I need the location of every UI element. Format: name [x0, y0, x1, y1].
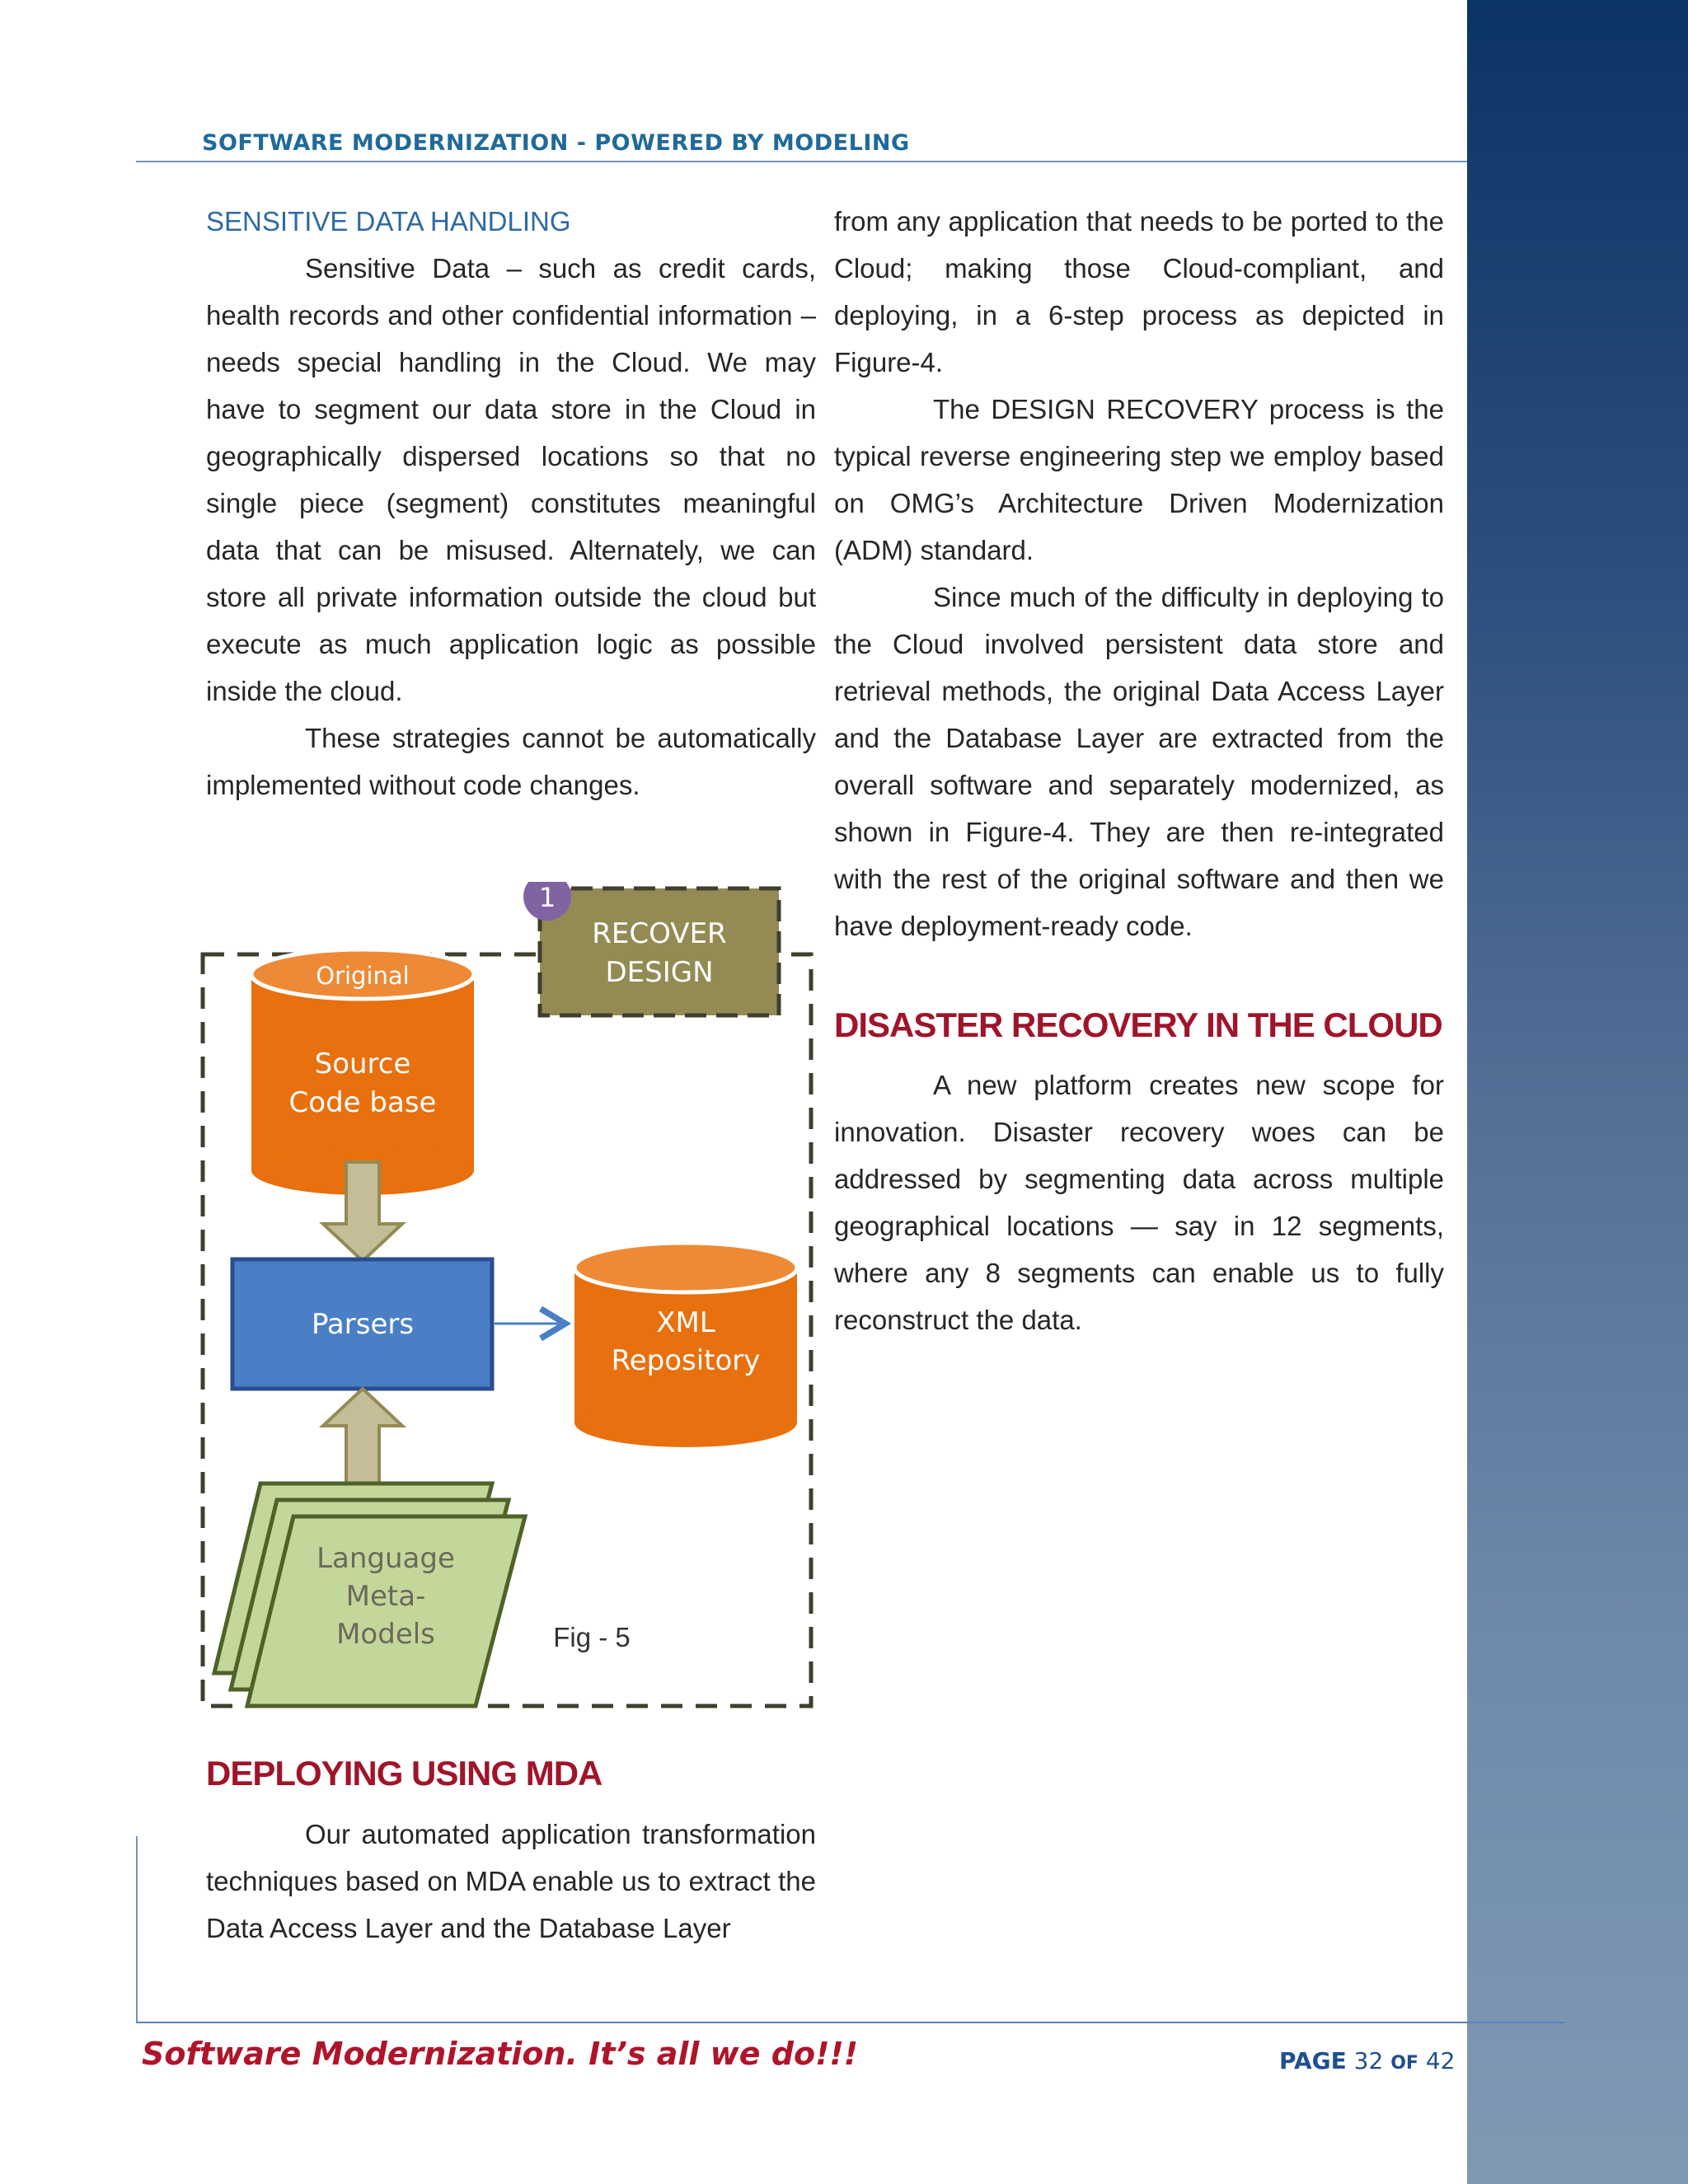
lang-label-line3: Models — [336, 1618, 435, 1651]
sensitive-data-subheading: SENSITIVE DATA HANDLING — [206, 206, 571, 237]
running-header: SOFTWARE MODERNIZATION - POWERED BY MODELING — [202, 130, 910, 156]
recover-design-line1: RECOVER — [592, 917, 727, 950]
right-column — [834, 198, 1444, 949]
header-divider — [136, 161, 1467, 162]
deploying-paragraph: Our automated application transformation techniques based on MDA enable us to extract the Data Access Layer and the Database Layer — [206, 1819, 816, 1943]
page-total: 42 — [1425, 2047, 1456, 2074]
page-label: PAGE — [1279, 2047, 1347, 2074]
recover-design-box — [540, 888, 779, 1015]
lang-label-line2: Meta- — [345, 1580, 426, 1613]
step-badge-number: 1 — [538, 882, 556, 913]
source-label-line2: Code base — [288, 1086, 437, 1119]
porting-paragraph: from any application that needs to be ported to the Cloud; making those Cloud-compliant, and deploying, in a 6-step process as depicted in Figure-4. — [834, 206, 1444, 377]
strategies-paragraph: These strategies cannot be automatically implemented without code changes. — [206, 723, 816, 800]
data-layer-paragraph: Since much of the difficulty in deploying to the Cloud involved persistent data store and retrieval methods, the original Data Access Layer and the Database Layer are extracted from the overall software and separately modernized, as shown in Figure-4. They are then re-integrated with the rest of the original software and then we have deployment-ready code. — [834, 582, 1444, 941]
deploying-heading: DEPLOYING USING MDA — [206, 1754, 603, 1793]
source-top-label: Original — [316, 962, 410, 990]
up-arrow-icon — [323, 1389, 402, 1483]
sensitive-data-paragraph: Sensitive Data – such as credit cards, health records and other confidential information – needs special handling in the Cloud. We may have to segment our data store in the Cloud in geographically dispersed locations so that no single piece (segment) constitutes meaningful data that can be misused. Alternately, we can store all private information outside the cloud but execute as much application logic as possible inside the cloud. — [206, 253, 816, 706]
disaster-recovery-paragraph: A new platform creates new scope for innovation. Disaster recovery woes can be addressed by segmenting data across multiple geographical locations — say in 12 segments, where any 8 segments can enable us to fully reconstruct the data. — [834, 1070, 1444, 1335]
xml-label-line2: Repository — [611, 1344, 761, 1377]
page-current: 32 — [1353, 2047, 1384, 2074]
xml-label-line1: XML — [656, 1306, 715, 1339]
source-label-line1: Source — [314, 1047, 411, 1080]
figure-caption: Fig - 5 — [553, 1622, 631, 1652]
footer-vertical-divider — [136, 1836, 138, 2022]
parsers-label: Parsers — [311, 1308, 415, 1341]
lang-label-line1: Language — [316, 1542, 455, 1575]
footer-divider — [136, 2022, 1564, 2023]
page-of-label: OF — [1390, 2053, 1418, 2074]
decorative-sidebar — [1467, 0, 1688, 2184]
disaster-recovery-heading: DISASTER RECOVERY IN THE CLOUD — [834, 1005, 1442, 1044]
disaster-recovery-section — [834, 1062, 1444, 1343]
recover-design-line2: DESIGN — [605, 956, 714, 989]
left-column — [206, 198, 816, 808]
deploying-section — [206, 1811, 816, 1952]
design-recovery-paragraph: The DESIGN RECOVERY process is the typical reverse engineering step we employ based on OMG’s Architecture Driven Modernization (ADM) standard. — [834, 394, 1444, 565]
page-number — [1279, 2047, 1455, 2074]
design-recovery-figure — [198, 882, 824, 1722]
footer-slogan: Software Modernization. It’s all we do!!! — [142, 2036, 859, 2072]
